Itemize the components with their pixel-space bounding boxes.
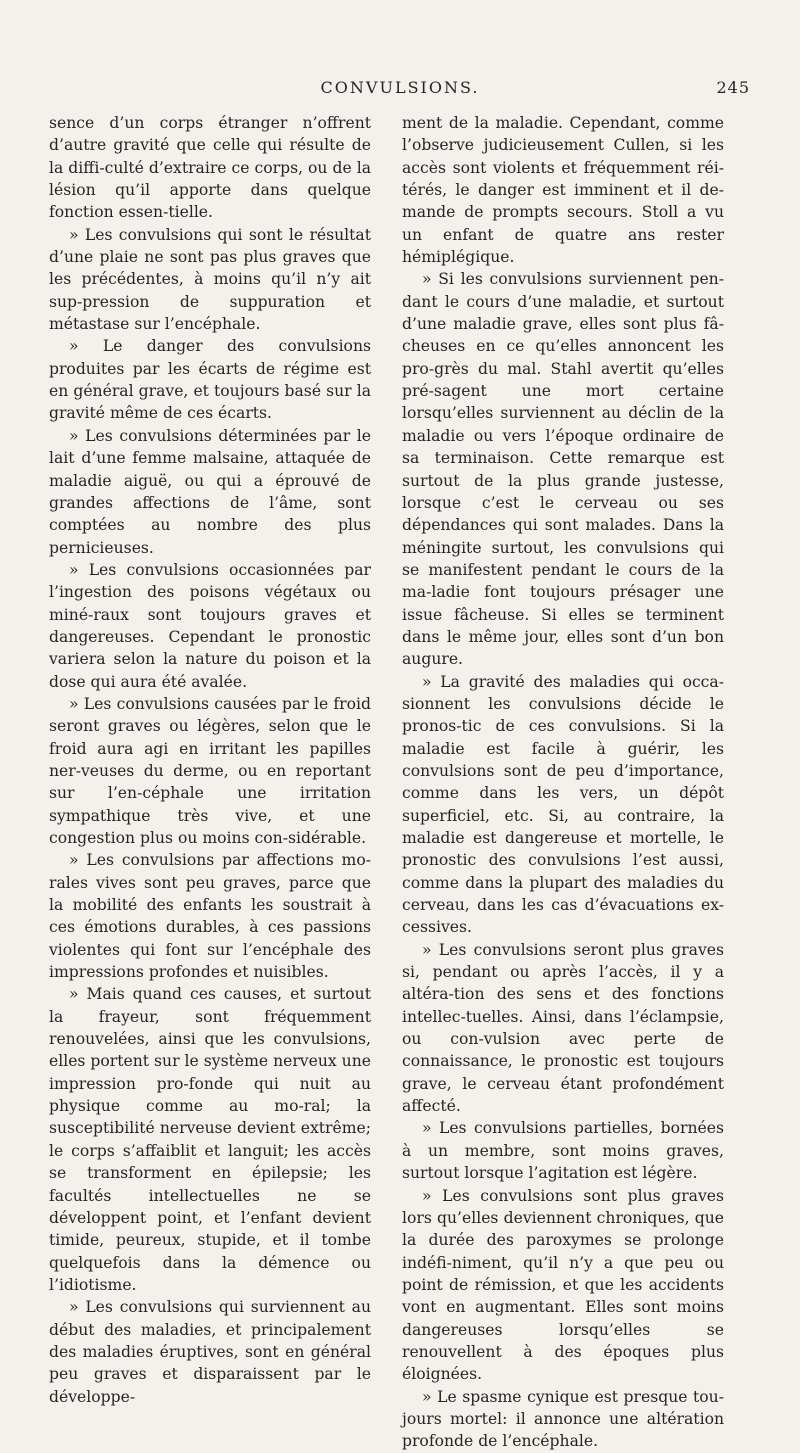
paragraph: » Les convulsions occasionnées par l’ingestion des poisons végétaux ou miné-raux sont toujours graves et dangereuses. Cependant le pronostic variera selon la nature du poison et la dose qui aura été avalée. [49,560,371,691]
right-column [402,112,724,1453]
paragraph: » La gravité des maladies qui occa-sionnent les convulsions décide le pronos-tic de ces convulsions. Si la maladie est facile à guérir, les convulsions sont de peu d’importance, comme dans les vers, un dépôt superficiel, etc. Si, au contraire, la maladie est dangereuse et mortelle, le pronostic des convulsions l’est aussi, comme dans la plupart des maladies du cerveau, dans les cas d’évacuations ex-cessives. [402,672,724,937]
paragraph: » Les convulsions causées par le froid seront graves ou légères, selon que le froid aura agi en irritant les papilles ner-veuses du derme, ou en reportant sur l’en-céphale une irritation sympathique très vive, et une congestion plus ou moins con-sidérable. [49,694,371,847]
paragraph: » Le danger des convulsions produites par les écarts de régime est en général grave, et toujours basé sur la gravité même de ces écarts. [49,337,371,423]
paragraph: » Mais quand ces causes, et surtout la frayeur, sont fréquemment renouvelées, ainsi que les convulsions, elles portent sur le système nerveux une impression pro-fonde qui nuit au physique comme au mo-ral; la susceptibilité nerveuse devient extrême; le corps s’affaiblit et languit; les accès se transforment en épilepsie; les facultés intellectuelles ne se développent point, et l’enfant devient timide, peureux, stupide, et il tombe quelquefois dans la démence ou l’idiotisme. [49,985,371,1294]
paragraph: » Les convulsions par affections mo-rales vives sont peu graves, parce que la mobilité des enfants les soustrait à ces émotions durables, à ces passions violentes qui font sur l’encéphale des impressions profondes et nuisibles. [49,851,371,982]
page-number: 245 [716,78,750,97]
paragraph: » Les convulsions partielles, bornées à un membre, sont moins graves, surtout lorsque l’agitation est légère. [402,1119,724,1183]
left-column [49,112,371,1408]
paragraph: » Les convulsions qui sont le résultat d’une plaie ne sont pas plus graves que les précédentes, à moins qu’il n’y ait sup-pression de suppuration et métastase sur l’encéphale. [49,225,371,334]
paragraph: » Les convulsions seront plus graves si, pendant ou après l’accès, il y a altéra-tion des sens et des fonctions intellec-tuelles. Ainsi, dans l’éclampsie, ou con-vulsion avec perte de connaissance, le pronostic est toujours grave, le cerveau étant profondément affecté. [402,940,724,1116]
paragraph: » Les convulsions sont plus graves lors qu’elles deviennent chroniques, que la durée des paroxymes se prolonge indéfi-niment, qu’il n’y a que peu ou point de rémission, et que les accidents vont en augmentant. Elles sont moins dangereuses lorsqu’elles se renouvellent à des époques plus éloignées. [402,1186,724,1384]
page-header [0,78,800,102]
paragraph: » Si les convulsions surviennent pen-dant le cours d’une maladie, et surtout d’une maladie grave, elles sont plus fâ-cheuses en ce qu’elles annoncent les pro-grès du mal. Stahl avertit qu’elles pré-sagent une mort certaine lorsqu’elles surviennent au déclin de la maladie ou vers l’époque ordinaire de sa terminaison. Cette remarque est surtout de la plus grande justesse, lorsque c’est le cerveau ou ses dépendances qui sont malades. Dans la méningite surtout, les convulsions qui se manifestent pendant le cours de la ma-ladie font toujours présager une issue fâcheuse. Si elles se terminent dans le même jour, elles sont d’un bon augure. [402,270,724,669]
paragraph: sence d’un corps étranger n’offrent d’autre gravité que celle qui résulte de la diffi-culté d’extraire ce corps, ou de la lésion qu’il apporte dans quelque fonction essen-tielle. [49,114,371,222]
paragraph: » Le spasme cynique est presque tou-jours mortel: il annonce une altération profonde de l’encéphale. [402,1387,724,1451]
running-title: CONVULSIONS. [320,78,480,97]
paragraph: » Les convulsions déterminées par le lait d’une femme malsaine, attaquée de maladie aiguë, ou qui a éprouvé de grandes affections de l’âme, sont comptées au nombre des plus pernicieuses. [49,426,371,557]
paragraph: » Les convulsions qui surviennent au début des maladies, et principalement des maladies éruptives, sont en général peu graves et disparaissent par le développe- [49,1298,371,1406]
paragraph: ment de la maladie. Cependant, comme l’observe judicieusement Cullen, si les accès sont violents et fréquemment réi-térés, le danger est imminent et il de-mande de prompts secours. Stoll a vu un enfant de quatre ans rester hémiplégique. [402,114,724,267]
